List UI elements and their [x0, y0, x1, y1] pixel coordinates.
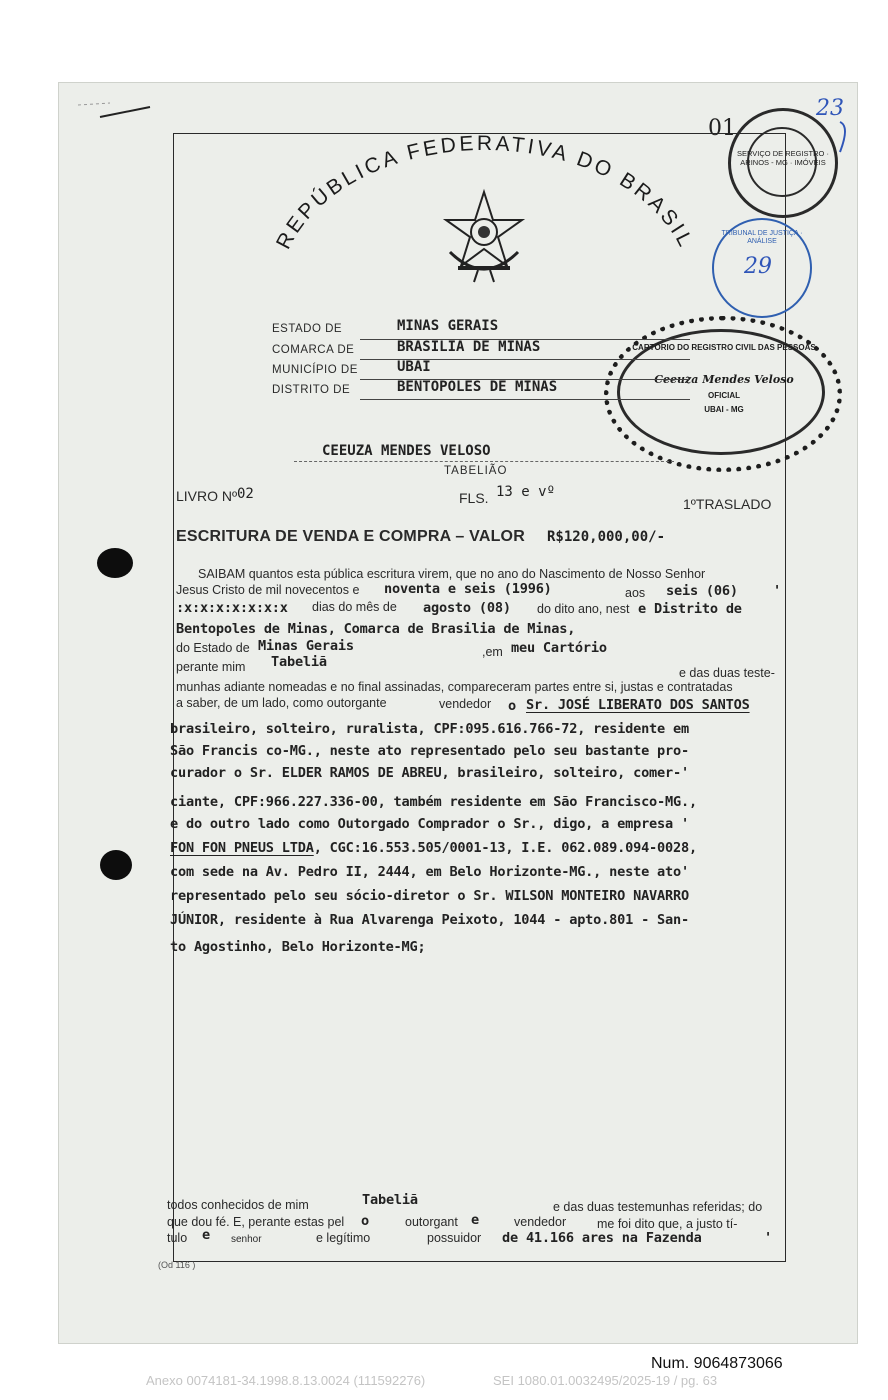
- municipio-label: MUNICÍPIO DE: [272, 364, 358, 376]
- estado-label: ESTADO DE: [272, 323, 343, 335]
- notary-oval-stamp: CARTÓRIO DO REGISTRO CIVIL DAS PESSOAS Ceeuza Mendes Veloso OFICIAL UBAI - MG: [604, 316, 842, 472]
- form-code: (Od 116 ): [158, 1260, 196, 1270]
- republic-title: REPÚBLICA FEDERATIVA DO BRASIL: [272, 131, 699, 253]
- distrito-value: BENTOPOLES DE MINAS: [397, 379, 558, 395]
- sei-reference: SEI 1080.01.0032495/2025-19 / pg. 63: [493, 1373, 718, 1388]
- municipio-value: UBAI: [397, 359, 431, 375]
- livro-value: 02: [237, 486, 254, 502]
- registry-stamp: SERVIÇO DE REGISTRO · ARINOS - MG · IMÓVEIS: [728, 108, 838, 218]
- seller-name: Sr. JOSÉ LIBERATO DOS SANTOS: [526, 697, 750, 713]
- binding-hole-bottom: [100, 850, 132, 880]
- fls-label: FLS.: [459, 490, 489, 506]
- tabeliao-name: CEEUZA MENDES VELOSO: [322, 443, 491, 459]
- document-number: Num. 9064873066: [651, 1355, 783, 1372]
- text-line-1: SAIBAM quantos esta pública escritura virem, que no ano do Nascimento de Nosso Senhor: [198, 567, 706, 581]
- estado-value: MINAS GERAIS: [397, 318, 499, 334]
- tabeliao-label: TABELIÃO: [444, 465, 508, 477]
- folio-number-top: 23: [816, 96, 844, 121]
- binding-hole-top: [97, 548, 133, 578]
- deed-value: R$120,000,00/-: [547, 529, 666, 545]
- deed-title: ESCRITURA DE VENDA E COMPRA – VALOR: [176, 528, 525, 545]
- fls-value: 13 e vº: [496, 484, 556, 500]
- livro-label: LIVRO Nº: [176, 488, 238, 504]
- folio-number-mid: 29: [744, 254, 772, 279]
- traslado-label: 1ºTRASLADO: [683, 496, 772, 512]
- scribble-mark: [70, 95, 160, 135]
- court-analysis-stamp: TRIBUNAL DE JUSTIÇA · ANÁLISE 29: [712, 218, 812, 318]
- comarca-value: BRASILIA DE MINAS: [397, 339, 541, 355]
- buyer-name: FON FON PNEUS LTDA: [170, 840, 314, 856]
- coat-of-arms-icon: [440, 188, 528, 286]
- page-number: 01: [708, 116, 736, 141]
- comarca-label: COMARCA DE: [272, 344, 355, 356]
- distrito-label: DISTRITO DE: [272, 384, 351, 396]
- annex-reference: Anexo 0074181-34.1998.8.13.0024 (111592276): [146, 1373, 426, 1388]
